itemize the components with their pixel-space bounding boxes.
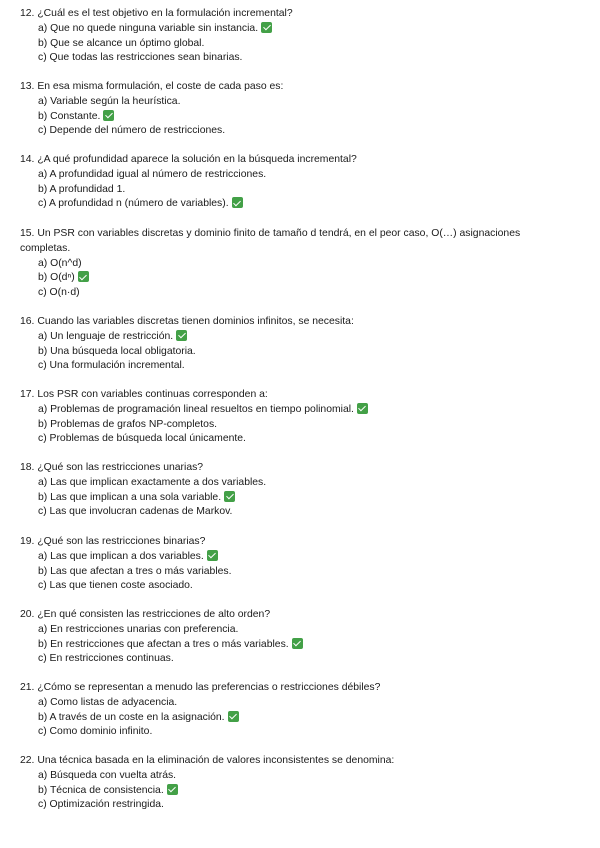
answer-options (20, 476, 565, 520)
answer-text: a) O(n^d) (38, 257, 82, 269)
answer-option (38, 124, 565, 139)
answer-options (20, 403, 565, 447)
question-text: 12. ¿Cuál es el test objetivo en la formulación incremental? (20, 8, 293, 19)
question-block (20, 227, 565, 301)
answer-text: b) En restricciones que afectan a tres o más variables. (38, 638, 289, 650)
question-block (20, 754, 565, 813)
question-block (20, 461, 565, 520)
answer-option (38, 330, 565, 345)
question-block (20, 681, 565, 740)
check-mark-icon (232, 197, 243, 208)
answer-text: a) Las que implican a dos variables. (38, 550, 204, 562)
question-block (20, 388, 565, 447)
question-text: 15. Un PSR con variables discretas y dominio finito de tamaño d tendrá, en el peor caso, O(…) asignaciones completas. (20, 228, 521, 254)
answer-option (38, 623, 565, 638)
question-block (20, 535, 565, 594)
answer-option (38, 652, 565, 667)
answer-text: c) Una formulación incremental. (38, 360, 185, 372)
question-text: 17. Los PSR con variables continuas corresponden a: (20, 389, 268, 400)
answer-option (38, 257, 565, 272)
question-block (20, 153, 565, 212)
answer-option (38, 271, 565, 286)
answer-option (38, 51, 565, 66)
answer-text: b) Las que afectan a tres o más variables. (38, 565, 232, 577)
answer-option (38, 798, 565, 813)
answer-text: c) Las que involucran cadenas de Markov. (38, 506, 233, 518)
answer-option (38, 638, 565, 653)
answer-option (38, 769, 565, 784)
question-block (20, 7, 565, 66)
answer-text: c) En restricciones continuas. (38, 653, 174, 665)
answer-text: b) Constante. (38, 110, 101, 122)
check-mark-icon (176, 330, 187, 341)
question-text: 16. Cuando las variables discretas tienen dominios infinitos, se necesita: (20, 316, 354, 327)
check-mark-icon (357, 403, 368, 414)
check-mark-icon (78, 271, 89, 282)
answer-options (20, 696, 565, 740)
answer-option (38, 345, 565, 360)
answer-text: a) Las que implican exactamente a dos variables. (38, 476, 267, 488)
answer-option (38, 432, 565, 447)
answer-text: a) A profundidad igual al número de restricciones. (38, 168, 267, 180)
question-block (20, 80, 565, 139)
answer-option (38, 359, 565, 374)
question-block (20, 608, 565, 667)
answer-option (38, 183, 565, 198)
answer-text: b) O(dⁿ) (38, 272, 75, 284)
question-text: 20. ¿En qué consisten las restricciones de alto orden? (20, 609, 271, 620)
answer-text: c) Las que tienen coste asociado. (38, 580, 193, 592)
answer-options (20, 22, 565, 66)
question-text: 22. Una técnica basada en la eliminación de valores inconsistentes se denomina: (20, 755, 395, 766)
answer-option (38, 95, 565, 110)
check-mark-icon (228, 711, 239, 722)
answer-text: a) Un lenguaje de restricción. (38, 330, 174, 342)
answer-text: c) Que todas las restricciones sean binarias. (38, 52, 243, 64)
answer-option (38, 197, 565, 212)
check-mark-icon (224, 491, 235, 502)
answer-option (38, 505, 565, 520)
answer-option (38, 168, 565, 183)
answer-option (38, 491, 565, 506)
answer-text: a) Variable según la heurística. (38, 95, 181, 107)
question-text: 18. ¿Qué son las restricciones unarias? (20, 462, 204, 473)
answer-text: b) Problemas de grafos NP-completos. (38, 418, 218, 430)
answer-text: b) Una búsqueda local obligatoria. (38, 345, 196, 357)
answer-options (20, 168, 565, 212)
answer-text: a) En restricciones unarias con preferencia. (38, 623, 239, 635)
answer-option (38, 784, 565, 799)
question-text: 14. ¿A qué profundidad aparece la solución en la búsqueda incremental? (20, 154, 357, 165)
question-text: 21. ¿Cómo se representan a menudo las preferencias o restricciones débiles? (20, 682, 381, 693)
answer-text: c) Como dominio infinito. (38, 726, 153, 738)
answer-text: b) A profundidad 1. (38, 183, 126, 195)
answer-option (38, 725, 565, 740)
answer-text: c) O(n·d) (38, 287, 80, 299)
answer-text: b) Las que implican a una sola variable. (38, 491, 222, 503)
answer-option (38, 565, 565, 580)
question-text: 13. En esa misma formulación, el coste de cada paso es: (20, 81, 284, 92)
answer-options (20, 95, 565, 139)
answer-options (20, 623, 565, 667)
answer-option (38, 286, 565, 301)
answer-text: c) Depende del número de restricciones. (38, 125, 226, 137)
question-text: 19. ¿Qué son las restricciones binarias? (20, 536, 206, 547)
check-mark-icon (167, 784, 178, 795)
answer-option (38, 711, 565, 726)
answer-options (20, 257, 565, 301)
answer-option (38, 403, 565, 418)
answer-text: c) Optimización restringida. (38, 799, 164, 811)
check-mark-icon (292, 638, 303, 649)
answer-text: b) Técnica de consistencia. (38, 784, 164, 796)
check-mark-icon (207, 550, 218, 561)
answer-option (38, 476, 565, 491)
answer-option (38, 579, 565, 594)
question-block (20, 315, 565, 374)
answer-text: a) Que no quede ninguna variable sin instancia. (38, 22, 259, 34)
answer-option (38, 22, 565, 37)
answer-text: c) A profundidad n (número de variables). (38, 198, 229, 210)
answer-option (38, 696, 565, 711)
answer-options (20, 769, 565, 813)
answer-text: b) A través de un coste en la asignación. (38, 711, 225, 723)
answer-option (38, 550, 565, 565)
answer-text: b) Que se alcance un óptimo global. (38, 37, 205, 49)
check-mark-icon (103, 110, 114, 121)
answer-text: a) Problemas de programación lineal resueltos en tiempo polinomial. (38, 403, 354, 415)
answer-option (38, 110, 565, 125)
answer-text: a) Como listas de adyacencia. (38, 696, 178, 708)
answer-options (20, 330, 565, 374)
check-mark-icon (261, 22, 272, 33)
answer-text: a) Búsqueda con vuelta atrás. (38, 769, 177, 781)
answer-text: c) Problemas de búsqueda local únicamente. (38, 433, 246, 445)
answer-option (38, 418, 565, 433)
answer-options (20, 550, 565, 594)
answer-option (38, 37, 565, 52)
